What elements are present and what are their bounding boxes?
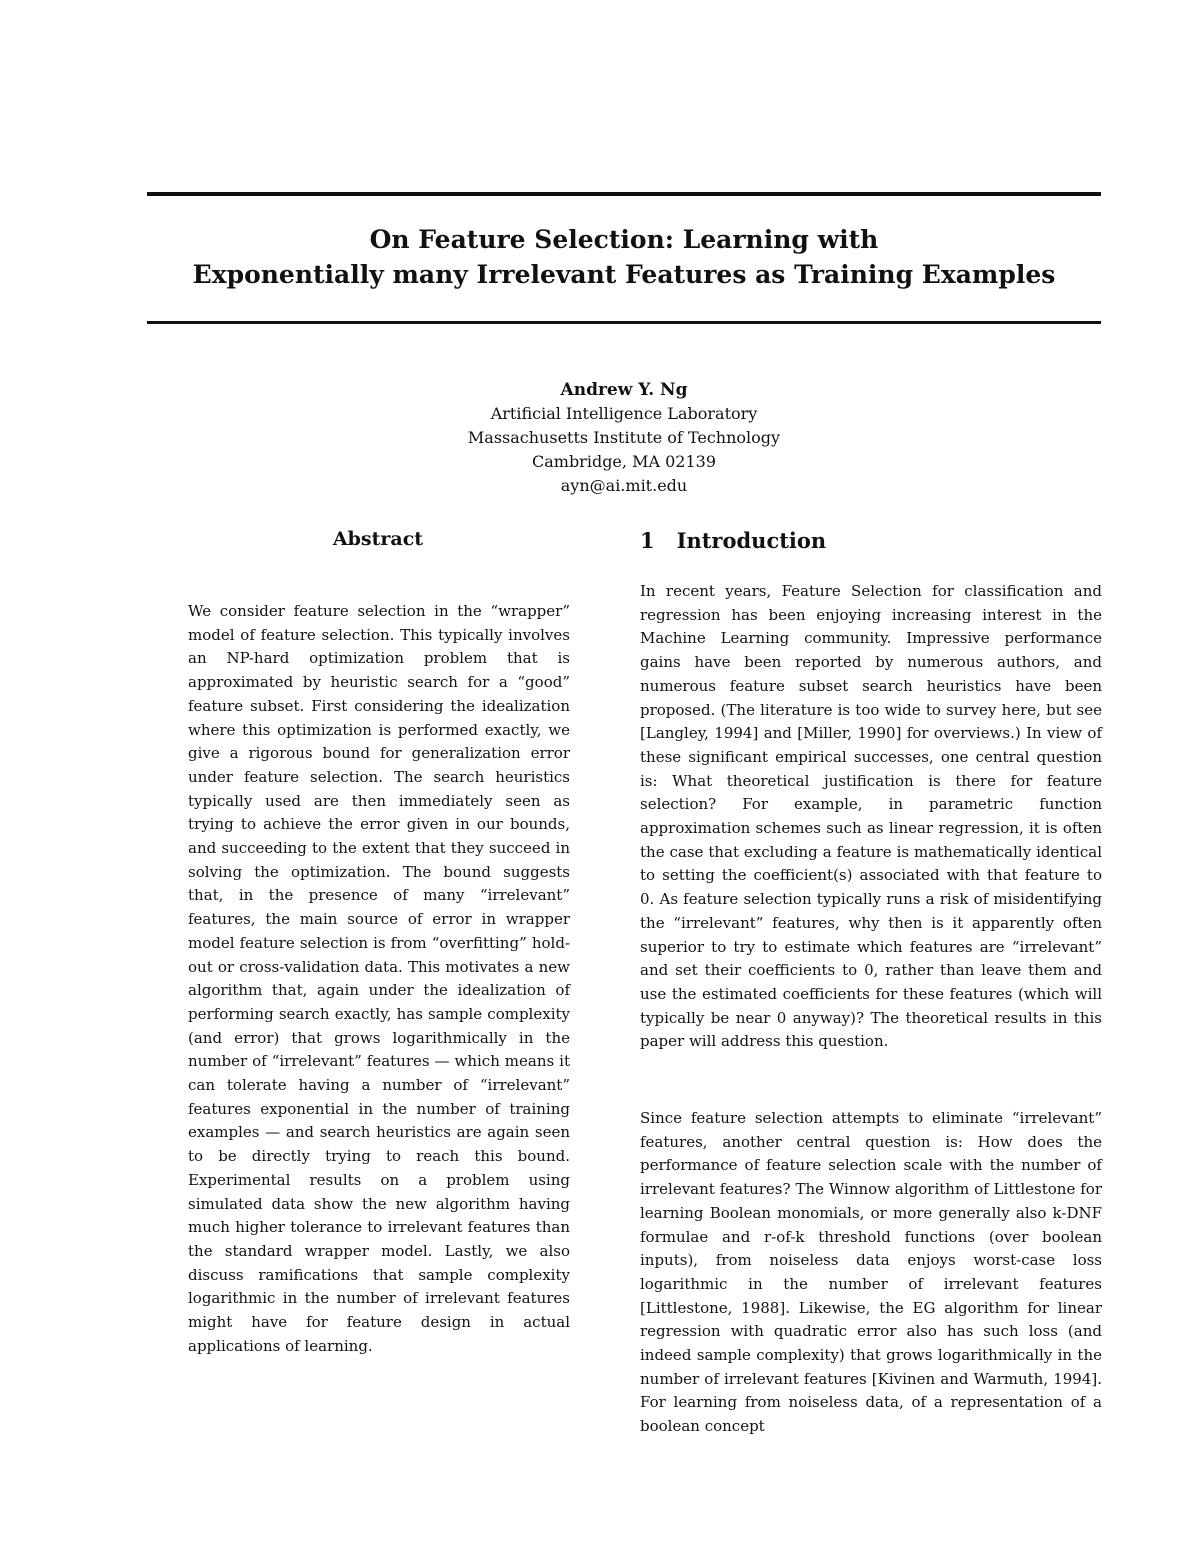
section-title: Introduction bbox=[676, 528, 827, 553]
section-heading-introduction bbox=[640, 528, 826, 553]
author-address: Cambridge, MA 02139 bbox=[531, 452, 716, 471]
section-number: 1 bbox=[640, 528, 655, 553]
title-rule-top bbox=[147, 192, 1101, 196]
author-affiliation-institute: Massachusetts Institute of Technology bbox=[467, 428, 781, 447]
abstract-heading: Abstract bbox=[332, 528, 424, 550]
author-block bbox=[147, 378, 1101, 498]
title-rule-bottom bbox=[147, 321, 1101, 324]
author-affiliation-lab: Artificial Intelligence Laboratory bbox=[490, 404, 758, 423]
author-email: ayn@ai.mit.edu bbox=[560, 476, 688, 495]
author-name: Andrew Y. Ng bbox=[560, 380, 688, 400]
intro-paragraph-2: Since feature selection attempts to eliminate “irrelevant” features, another central question is: How does the performance of feature selection scale with the number of irrelevant features? The Winnow algorithm of Littlestone for learning Boolean monomials, or more generally also k-DNF formulae and r-of-k threshold functions (over boolean inputs), from noiseless data enjoys worst-case loss logarithmic in the number of irrelevant features [Littlestone, 1988]. Likewise, the EG algorithm for linear regression with quadratic error also has such loss (and indeed sample complexity) that grows logarithmically in the number of irrelevant features [Kivinen and Warmuth, 1994]. For learning from noiseless data, of a representation of a boolean concept bbox=[640, 1109, 1102, 1436]
title-line-2: Exponentially many Irrelevant Features as Training Examples bbox=[192, 260, 1056, 289]
intro-paragraph-1: In recent years, Feature Selection for classification and regression has been enjoying increasing interest in the Machine Learning community. Impressive performance gains have been reported by numerous authors, and numerous feature subset search heuristics have been proposed. (The literature is too wide to survey here, but see [Langley, 1994] and [Miller, 1990] for overviews.) In view of these significant empirical successes, one central question is: What theoretical justification is there for feature selection? For example, in parametric function approximation schemes such as linear regression, it is often the case that excluding a feature is mathematically identical to setting the coefficient(s) associated with that feature to 0. As feature selection typically runs a risk of misidentifying the “irrelevant” features, why then is it apparently often superior to try to estimate which features are “irrelevant” and set their coefficients to 0, rather than leave them and use the estimated coefficients for these features (which will typically be near 0 anyway)? The theoretical results in this paper will address this question. bbox=[640, 582, 1102, 1051]
paper-title bbox=[147, 222, 1101, 292]
abstract-body: We consider feature selection in the “wrapper” model of feature selection. This typically involves an NP-hard optimization problem that is approximated by heuristic search for a “good” feature subset. First considering the idealization where this optimization is performed exactly, we give a rigorous bound for generalization error under feature selection. The search heuristics typically used are then immediately seen as trying to achieve the error given in our bounds, and succeeding to the extent that they succeed in solving the optimization. The bound suggests that, in the presence of many “irrelevant” features, the main source of error in wrapper model feature selection is from “overfitting” hold-out or cross-validation data. This motivates a new algorithm that, again under the idealization of performing search exactly, has sample complexity (and error) that grows logarithmically in the number of “irrelevant” features — which means it can tolerate having a number of “irrelevant” features exponential in the number of training examples — and search heuristics are again seen to be directly trying to reach this bound. Experimental results on a problem using simulated data show the new algorithm having much higher tolerance to irrelevant features than the standard wrapper model. Lastly, we also discuss ramifications that sample complexity logarithmic in the number of irrelevant features might have for feature design in actual applications of learning. bbox=[188, 602, 570, 1355]
title-line-1: On Feature Selection: Learning with bbox=[369, 225, 879, 254]
